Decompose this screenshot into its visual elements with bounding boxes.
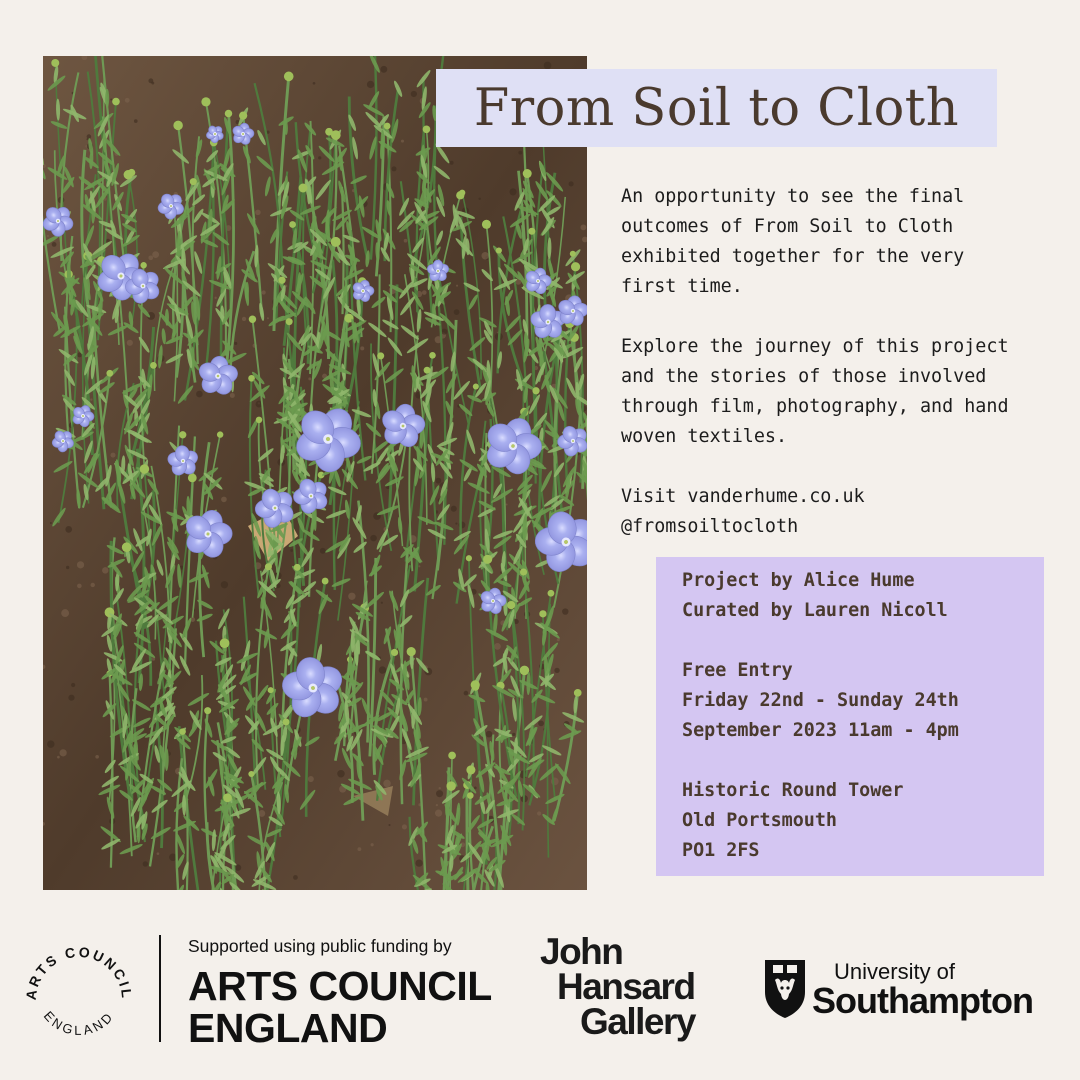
gallery-name-line: John	[540, 931, 623, 972]
arts-council-name-line: ENGLAND	[188, 1005, 388, 1051]
website-link[interactable]: Visit vanderhume.co.uk	[621, 486, 865, 507]
university-wordmark	[812, 959, 1033, 1021]
svg-text:ENGLAND	[41, 1008, 117, 1038]
description-line: through film, photography, and hand	[621, 396, 1009, 417]
gallery-name-line: Hansard	[557, 966, 695, 1007]
arts-council-wordmark	[188, 936, 492, 1049]
event-details-text	[682, 566, 1042, 866]
event-dates: Friday 22nd - Sunday 24th	[682, 690, 959, 711]
description-line: and the stories of those involved	[621, 366, 987, 387]
john-hansard-gallery-logo	[540, 931, 710, 1042]
description-line: An opportunity to see the final	[621, 186, 965, 207]
venue-postcode: PO1 2FS	[682, 840, 760, 861]
roundel-top-text: ARTS COUNCIL	[22, 943, 136, 1001]
description-line: Explore the journey of this project	[621, 336, 1009, 357]
project-credit: Project by Alice Hume	[682, 570, 915, 591]
description-line: exhibited together for the very	[621, 246, 965, 267]
arts-council-roundel-logo	[20, 930, 138, 1048]
description-block	[621, 182, 1061, 542]
title-banner	[436, 69, 997, 147]
sponsor-logos	[0, 900, 1080, 1080]
flax-flowers-image	[43, 56, 587, 890]
gallery-name-line: Gallery	[580, 1001, 695, 1042]
university-name: Southampton	[812, 980, 1033, 1021]
entry-info: Free Entry	[682, 660, 793, 681]
roundel-bottom-text: ENGLAND	[40, 1008, 118, 1039]
logo-divider	[159, 935, 161, 1042]
arts-council-name-line: ARTS COUNCIL	[188, 963, 492, 1009]
svg-text:ARTS COUNCIL	[23, 944, 136, 1001]
description-line: outcomes of From Soil to Cloth	[621, 216, 954, 237]
university-of-text: University of	[834, 959, 956, 984]
event-dates-times: September 2023 11am - 4pm	[682, 720, 959, 741]
flax-flowers-photo	[43, 56, 587, 890]
page-title: From Soil to Cloth	[473, 78, 960, 138]
venue-area: Old Portsmouth	[682, 810, 838, 831]
curator-credit: Curated by Lauren Nicoll	[682, 600, 948, 621]
description-line: first time.	[621, 276, 743, 297]
university-crest-icon	[762, 958, 808, 1020]
social-handle[interactable]: @fromsoiltocloth	[621, 516, 799, 537]
description-line: woven textiles.	[621, 426, 788, 447]
arts-council-name	[188, 965, 492, 1049]
venue-name: Historic Round Tower	[682, 780, 904, 801]
funding-statement: Supported using public funding by	[188, 936, 452, 956]
